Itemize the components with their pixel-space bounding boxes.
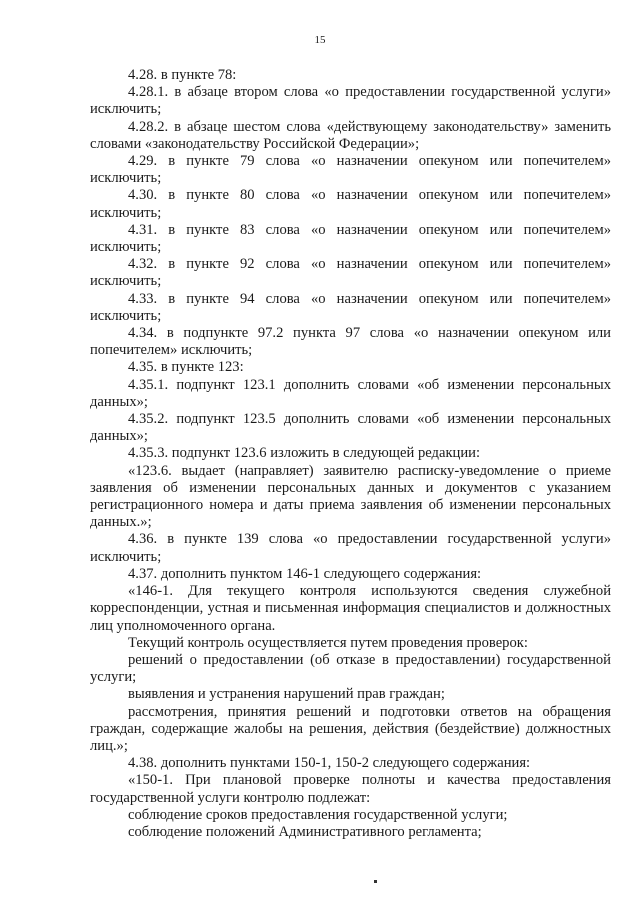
paragraph-current-control: Текущий контроль осуществляется путем проведения проверок: <box>128 634 528 651</box>
paragraph-4-35-1: 4.35.1. подпункт 123.1 дополнить словами «об изменении персональных данных»; <box>90 376 611 410</box>
paragraph-provisions: соблюдение положений Административного регламента; <box>128 823 482 840</box>
paragraph-123-6: «123.6. выдает (направляет) заявителю расписку-уведомление о приеме заявления об изменении персональных данных и документов с указанием регистрационного номера и даты приема заявления об изменении персональных данных.»; <box>90 462 611 531</box>
paragraph-4-34: 4.34. в подпункте 97.2 пункта 97 слова «о назначении опекуном или попечителем» исключить; <box>90 325 611 359</box>
paragraph-violations: выявления и устранения нарушений прав граждан; <box>128 686 445 703</box>
page-number: 15 <box>314 34 326 46</box>
paragraph-deadlines: соблюдение сроков предоставления государственной услуги; <box>128 806 508 823</box>
paragraph-4-33: 4.33. в пункте 94 слова «о назначении опекуном или попечителем» исключить; <box>90 290 611 324</box>
paragraph-decisions: решений о предоставлении (об отказе в предоставлении) государственной услуги; <box>90 651 611 686</box>
paragraph-4-32: 4.32. в пункте 92 слова «о назначении опекуном или попечителем» исключить; <box>90 256 611 290</box>
document-body <box>90 67 611 841</box>
paragraph-146-1: «146-1. Для текущего контроля используются сведения служебной корреспонденции, устная и письменная информация специалистов и должностных лиц уполномоченного органа. <box>90 583 611 634</box>
paragraph-4-28: 4.28. в пункте 78: <box>128 67 237 83</box>
scan-speck <box>374 880 377 883</box>
paragraph-4-28-1: 4.28.1. в абзаце втором слова «о предоставлении государственной услуги» исключить; <box>90 84 611 118</box>
paragraph-4-35: 4.35. в пункте 123: <box>128 359 244 376</box>
paragraph-150-1: «150-1. При плановой проверке полноты и качества предоставления государственной услуги контролю подлежат: <box>90 772 611 806</box>
paragraph-4-31: 4.31. в пункте 83 слова «о назначении опекуном или попечителем» исключить; <box>90 221 611 256</box>
paragraph-4-36: 4.36. в пункте 139 слова «о предоставлении государственной услуги» исключить; <box>90 531 611 565</box>
paragraph-4-28-2: 4.28.2. в абзаце шестом слова «действующему законодательству» заменить словами «законодательству Российской Федерации»; <box>90 118 611 152</box>
paragraph-4-38: 4.38. дополнить пунктами 150-1, 150-2 следующего содержания: <box>128 755 531 772</box>
paragraph-4-35-3: 4.35.3. подпункт 123.6 изложить в следующей редакции: <box>128 445 481 462</box>
paragraph-consideration: рассмотрения, принятия решений и подготовки ответов на обращения граждан, содержащие жалобы на решения, действия (бездействие) должностных лиц.»; <box>90 703 611 754</box>
paragraph-4-30: 4.30. в пункте 80 слова «о назначении опекуном или попечителем» исключить; <box>90 187 611 221</box>
paragraph-4-37: 4.37. дополнить пунктом 146-1 следующего содержания: <box>128 565 482 582</box>
paragraph-4-29: 4.29. в пункте 79 слова «о назначении опекуном или попечителем» исключить; <box>90 153 611 187</box>
paragraph-4-35-2: 4.35.2. подпункт 123.5 дополнить словами «об изменении персональных данных»; <box>90 411 611 445</box>
